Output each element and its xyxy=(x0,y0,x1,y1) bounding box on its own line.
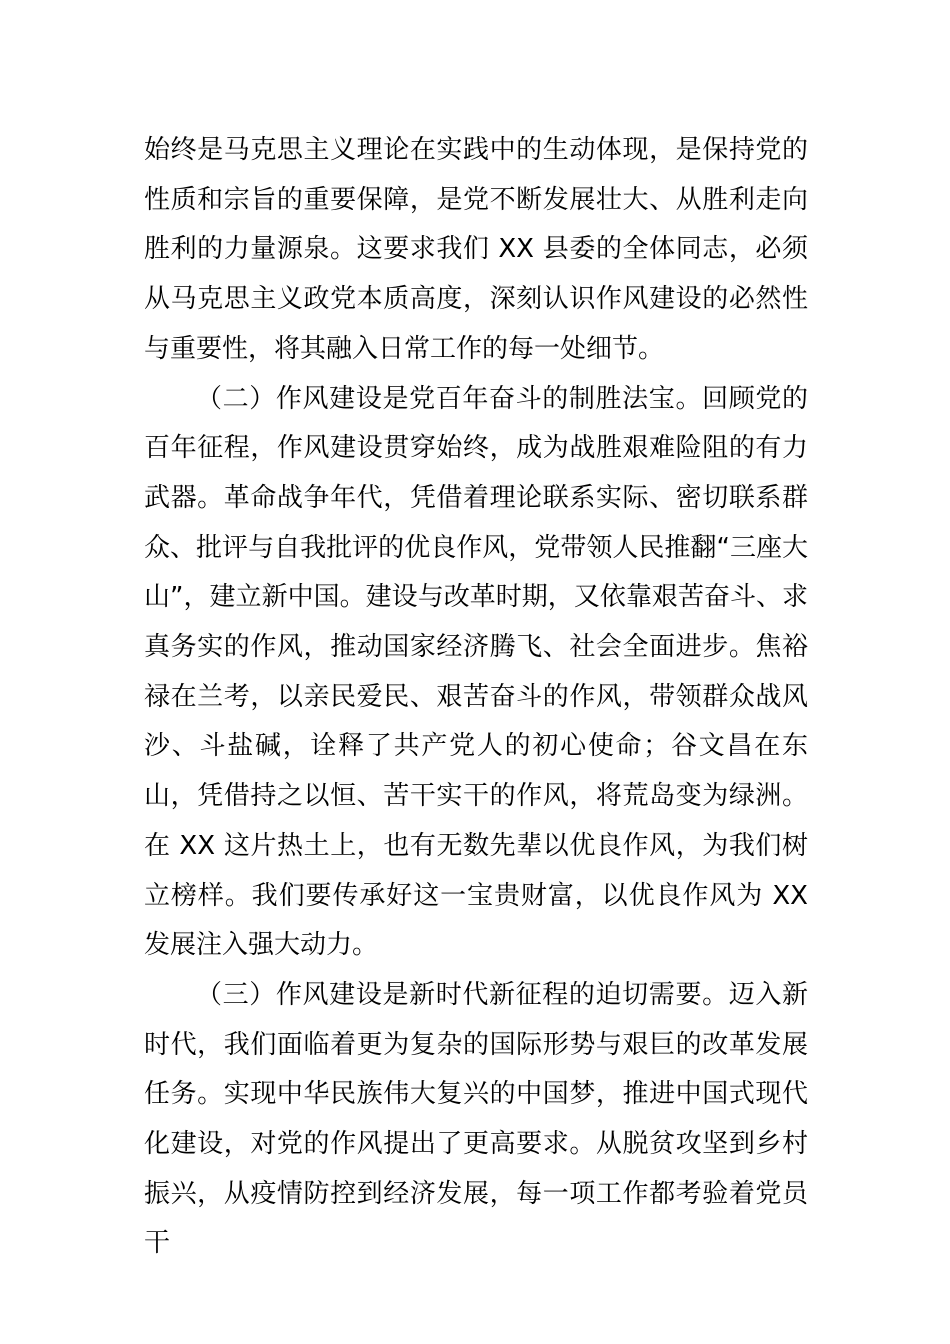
paragraph-section-two: （二）作风建设是党百年奋斗的制胜法宝。回顾党的百年征程，作风建设贯穿始终，成为战胜艰难险阻的有力武器。革命战争年代，凭借着理论联系实际、密切联系群众、批评与自我批评的优良作风，党带领人民推翻“三座大山”，建立新中国。建设与改革时期，又依靠艰苦奋斗、求真务实的作风，推动国家经济腾飞、社会全面进步。焦裕禄在兰考，以亲民爱民、艰苦奋斗的作风，带领群众战风沙、斗盐碱，诠释了共产党人的初心使命；谷文昌在东山，凭借持之以恒、苦干实干的作风，将荒岛变为绿洲。在 XX 这片热土上，也有无数先辈以优良作风，为我们树立榜样。我们要传承好这一宝贵财富，以优良作风为 XX 发展注入强大动力。 xyxy=(144,383,808,961)
document-body xyxy=(144,126,808,1269)
paragraph-continuation: 始终是马克思主义理论在实践中的生动体现，是保持党的性质和宗旨的重要保障，是党不断发展壮大、从胜利走向胜利的力量源泉。这要求我们 XX 县委的全体同志，必须从马克思主义政党本质高度，深刻认识作风建设的必然性与重要性，将其融入日常工作的每一处细节。 xyxy=(144,135,808,364)
paragraph-section-three: （三）作风建设是新时代新征程的迫切需要。迈入新时代，我们面临着更为复杂的国际形势与艰巨的改革发展任务。实现中华民族伟大复兴的中国梦，推进中国式现代化建设，对党的作风提出了更高要求。从脱贫攻坚到乡村振兴，从疫情防控到经济发展，每一项工作都考验着党员干 xyxy=(144,979,808,1259)
